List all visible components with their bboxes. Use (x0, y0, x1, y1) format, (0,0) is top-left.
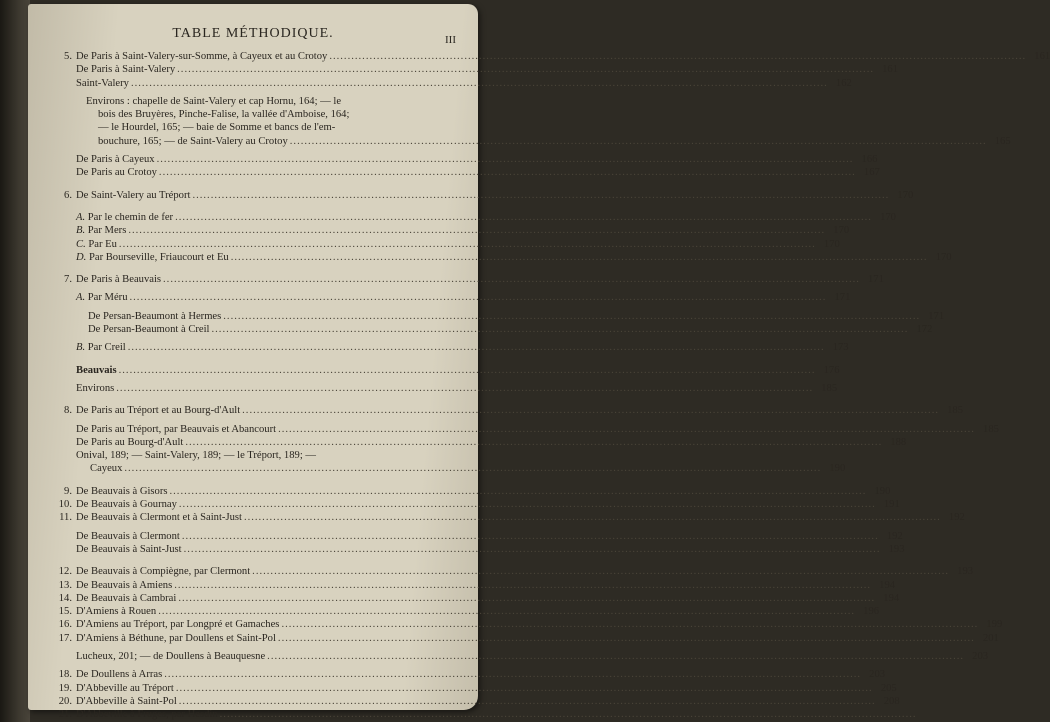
entry-letter: A. (76, 292, 86, 304)
toc-subentry (52, 238, 840, 251)
toc-paragraph (52, 95, 1011, 148)
leader-dots (122, 462, 823, 475)
toc-subentry (52, 650, 989, 663)
entry-page: 201 (982, 632, 999, 644)
entry-number: 13. (58, 579, 72, 591)
entry-title: De Paris au Bourg-d'Ault (76, 436, 184, 448)
entry-number: 21. (58, 709, 72, 721)
entry-title: D'Amiens à Béthune, par Doullens et Saint-Pol (76, 632, 276, 644)
entry-page: 171 (868, 274, 884, 286)
entry-title: Beauvais (76, 364, 117, 376)
entry-letter: C. (76, 238, 86, 250)
leader-dots (173, 211, 874, 224)
toc-entry (52, 695, 900, 708)
entry-page: 167 (863, 167, 880, 179)
leader-dots (242, 511, 943, 524)
entry-page: 185 (983, 423, 999, 435)
toc-subentry (52, 530, 903, 543)
leader-dots (155, 153, 856, 166)
toc-paragraph (52, 449, 846, 476)
entry-page: 161 (882, 64, 898, 76)
leader-dots (250, 565, 951, 578)
toc-subentry (52, 63, 898, 76)
leader-dots (183, 436, 884, 449)
entry-title: Par Méru (87, 292, 128, 304)
toc-entry (52, 485, 891, 498)
entry-title: Par le chemin de fer (87, 211, 174, 223)
toc-entry (52, 565, 974, 578)
toc-entry (52, 273, 884, 286)
entry-page: 170 (897, 189, 914, 201)
entry-page: 193 (957, 566, 974, 578)
toc-entry (52, 404, 963, 417)
toc-entry (52, 511, 965, 524)
entry-letter: D. (76, 251, 87, 263)
entry-title: De Beauvais à Cambrai (76, 592, 177, 604)
entry-title: De Paris au Tréport et au Bourg-d'Ault (76, 405, 241, 417)
leader-dots (210, 323, 911, 336)
entry-page: 162 (835, 77, 852, 89)
entry-title: Par Eu (88, 238, 117, 250)
book-spine-shadow (0, 0, 30, 722)
entry-page: 166 (861, 154, 878, 166)
toc-subentry (52, 224, 850, 237)
entry-letter: B. (76, 225, 86, 237)
leader-dots (177, 498, 878, 511)
entry-page: 208 (883, 695, 900, 707)
entry-title: De Persan-Beaumont à Hermes (88, 310, 222, 322)
toc-subentry (52, 436, 907, 449)
entry-number: 5. (64, 51, 72, 62)
leader-dots (156, 605, 857, 618)
entry-page: 170 (833, 225, 850, 237)
entry-page: 192 (948, 512, 965, 524)
entry-title: D'Amiens à Rouen (76, 606, 157, 618)
entry-title: De Saint-Valery au Tréport (76, 189, 191, 201)
entry-letter: A. (76, 211, 86, 223)
entry-number: 18. (58, 669, 72, 681)
entry-title: De Beauvais à Gournay (76, 499, 177, 511)
entry-title: De Beauvais à Clermont et à Saint-Just (76, 512, 242, 524)
entry-number: 7. (64, 274, 72, 286)
entry-page: 199 (986, 619, 1003, 631)
entry-number: 8. (64, 405, 72, 417)
entry-page: 170 (823, 238, 840, 250)
entry-letter: B. (76, 342, 86, 354)
entry-page: 194 (879, 579, 896, 591)
toc-entry (52, 592, 900, 605)
leader-dots (265, 650, 966, 663)
leader-dots (218, 708, 919, 721)
leader-dots (190, 189, 891, 202)
entry-page: 203 (972, 650, 989, 662)
leader-dots (174, 682, 875, 695)
entry-title: Environs (76, 382, 115, 394)
toc-entry (52, 632, 999, 645)
page-header (28, 26, 478, 46)
entry-page: 194 (883, 592, 900, 604)
entry-page: 193 (888, 543, 905, 555)
entry-number: 12. (58, 566, 72, 578)
entry-title: Par Creil (87, 342, 126, 354)
leader-dots (182, 543, 883, 556)
table-of-contents (52, 50, 1050, 721)
entry-title: D'Abbeville à Fruges, par Hesdin (76, 709, 218, 721)
entry-page: 171 (834, 292, 851, 304)
entry-page: 185 (821, 382, 838, 394)
entry-title: Par Bourseville, Friaucourt et Eu (88, 251, 229, 263)
toc-entry (52, 498, 900, 511)
entry-page: 165 (994, 135, 1011, 147)
entry-number: 15. (58, 606, 72, 618)
entry-title: Lucheux, 201; — de Doullens à Beauquesne (76, 650, 266, 662)
entry-title: D'Amiens au Tréport, par Longpré et Gamaches (76, 619, 280, 631)
toc-subentry (52, 291, 851, 304)
leader-dots (276, 423, 977, 436)
paragraph-line: bois des Bruyères, Pinche-Falise, la vallée d'Amboise, 164; (98, 109, 350, 121)
entry-title: De Beauvais à Compiègne, par Clermont (76, 566, 251, 578)
entry-title: De Paris à Saint-Valery (76, 64, 176, 76)
leader-dots (229, 251, 930, 264)
paragraph-last-line (86, 135, 1011, 148)
entry-title: De Doullens à Arras (76, 669, 163, 681)
leader-dots (180, 530, 881, 543)
leader-dots (168, 485, 869, 498)
entry-page: 190 (829, 463, 846, 475)
entry-page: 172 (916, 324, 933, 336)
page-number: III (445, 34, 456, 46)
entry-title: De Paris au Tréport, par Beauvais et Abancourt (76, 423, 277, 435)
entry-title: Par Mers (87, 225, 127, 237)
entry-number: 14. (58, 592, 72, 604)
entry-title: De Persan-Beaumont à Creil (88, 324, 210, 336)
entry-page: 190 (874, 485, 891, 497)
entry-number: 9. (64, 485, 72, 497)
paragraph-line: Onival, 189; — Saint-Valery, 189; — le Tréport, 189; — (76, 450, 317, 462)
entry-page: 176 (823, 364, 840, 376)
entry-title: De Beauvais à Amiens (76, 579, 173, 591)
toc-entry (52, 189, 914, 202)
entry-title: De Beauvais à Gisors (76, 485, 168, 497)
entry-page: 196 (863, 606, 880, 618)
toc-entry (52, 605, 880, 618)
leader-dots (117, 238, 818, 251)
entry-page: 170 (880, 211, 896, 223)
entry-page: 191 (883, 499, 900, 511)
leader-dots (161, 273, 862, 286)
toc-subentry (52, 310, 945, 323)
leader-dots (114, 382, 815, 395)
entry-page: 188 (890, 436, 907, 448)
leader-dots (172, 579, 873, 592)
toc-subentry (52, 543, 905, 556)
leader-dots (126, 341, 827, 354)
book-page (28, 4, 1050, 721)
entry-page: 192 (886, 530, 903, 542)
entry-number: 10. (58, 499, 72, 511)
entry-title: D'Abbeville à Saint-Pol (76, 695, 177, 707)
toc-entry (52, 579, 896, 592)
toc-subentry (52, 341, 849, 354)
leader-dots (129, 77, 830, 90)
toc-subentry (52, 153, 878, 166)
entry-number: 20. (58, 695, 72, 707)
toc-subentry (52, 166, 880, 179)
entry-title: De Paris au Crotoy (76, 167, 157, 179)
toc-entry (52, 708, 444, 721)
entry-number: 17. (58, 632, 72, 644)
page-title: TABLE MÉTHODIQUE. (172, 26, 334, 41)
entry-number: 11. (59, 512, 72, 524)
toc-subentry (52, 364, 840, 377)
toc-entry (52, 618, 1003, 631)
paragraph-line: — le Hourdel, 165; — baie de Somme et bancs de l'em- (98, 122, 336, 134)
paragraph-line: bouchure, 165; — de Saint-Valery au Crotoy (98, 135, 288, 147)
paragraph-line: Environs : chapelle de Saint-Valery et cap Hornu, 164; — le (86, 95, 342, 107)
toc-subentry (52, 423, 999, 436)
entry-title: De Paris à Saint-Valery-sur-Somme, à Cayeux et au Crotoy (76, 51, 328, 62)
toc-subentry (52, 251, 952, 264)
leader-dots (288, 135, 989, 148)
entry-page: 171 (928, 310, 945, 322)
leader-dots (279, 618, 980, 631)
leader-dots (177, 695, 878, 708)
toc-subentry (52, 323, 933, 336)
leader-dots (117, 364, 818, 377)
leader-dots (276, 632, 977, 645)
toc-subentry (52, 77, 852, 90)
entry-title: De Beauvais à Clermont (76, 530, 180, 542)
toc-entry (52, 668, 886, 681)
entry-title: De Paris à Cayeux (76, 154, 155, 166)
entry-number: 19. (58, 682, 72, 694)
entry-title: De Paris à Beauvais (76, 274, 162, 286)
leader-dots (221, 310, 922, 323)
entry-page: 205 (880, 682, 897, 694)
leader-dots (175, 63, 876, 76)
leader-dots (162, 668, 863, 681)
toc-subentry (52, 211, 896, 224)
entry-page: 161 (1034, 51, 1050, 62)
toc-entry (52, 682, 897, 695)
paragraph-last-line (76, 462, 846, 475)
toc-subentry (52, 382, 838, 395)
leader-dots (157, 166, 858, 179)
entry-page: 170 (935, 251, 952, 263)
leader-dots (176, 592, 877, 605)
leader-dots (327, 50, 1028, 63)
leader-dots (240, 404, 941, 417)
entry-title: D'Abbeville au Tréport (76, 682, 174, 694)
entry-number: 16. (58, 619, 72, 631)
entry-page: 203 (869, 669, 886, 681)
toc-entry (52, 50, 1050, 63)
leader-dots (126, 224, 827, 237)
entry-title: De Beauvais à Saint-Just (76, 543, 182, 555)
entry-page: 173 (832, 342, 849, 354)
entry-page: 185 (947, 405, 963, 417)
entry-number: 6. (64, 189, 72, 201)
leader-dots (128, 291, 829, 304)
entry-title: Saint-Valery (76, 77, 129, 89)
paragraph-line: Cayeux (90, 463, 123, 475)
